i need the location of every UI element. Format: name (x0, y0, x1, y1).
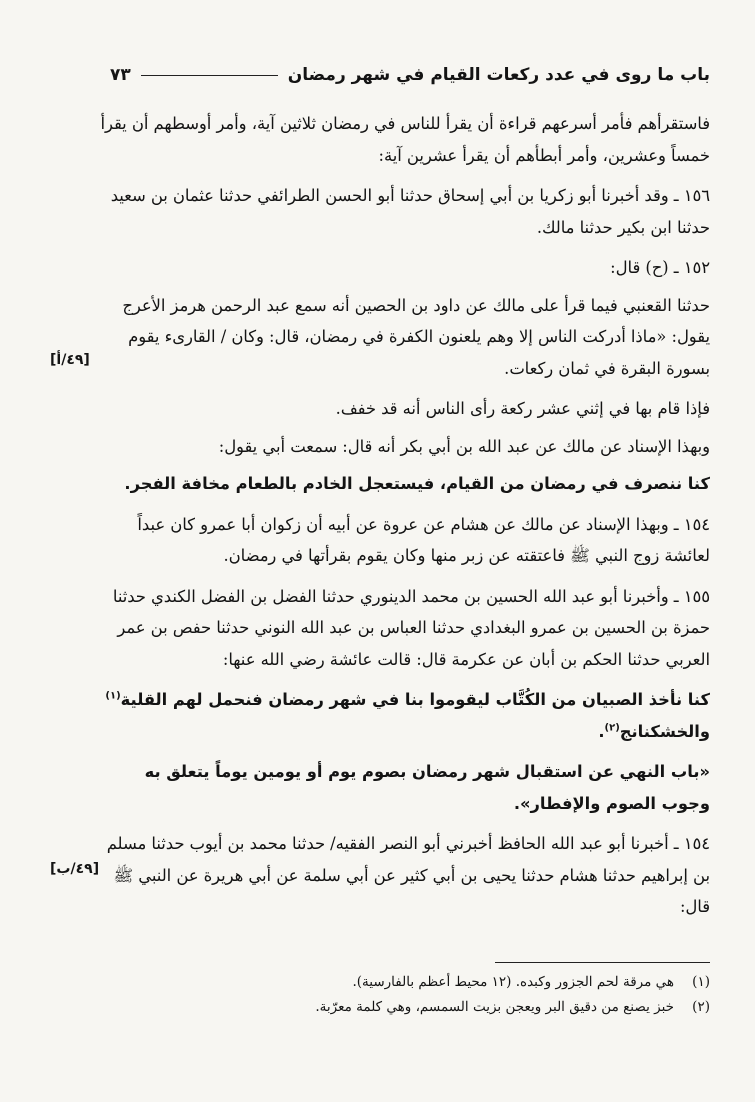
chapter-heading: «باب النهي عن استقبال شهر رمضان بصوم يوم أو يومين يوماً يتعلق به وجوب الصوم والإفطار». (144, 762, 710, 813)
margin-folio-note: [٤٩/أ] (50, 352, 90, 368)
page-number: ٧٣ (110, 65, 131, 85)
quote-text-cont: والخشكنانج (619, 721, 710, 741)
hadith-154-b: ١٥٤ ـ أخبرنا أبو عبد الله الحافظ أخبرني أبو النصر الفقيه/ حدثنا محمد بن أيوب حدثنا مسلم بن إبراهيم حدثنا هشام حدثنا يحيى بن أبي كثير عن أبي سلمة عن أبي هريرة عن النبي ﷺ قال: (106, 834, 710, 916)
footnote-ref-1: (١) (105, 690, 121, 702)
footnote (100, 970, 710, 995)
footnote-ref-2: (٢) (604, 722, 620, 734)
main-text (100, 108, 710, 932)
header-rule (141, 75, 278, 76)
footnote (100, 995, 710, 1020)
footnotes (100, 970, 710, 1020)
running-header (110, 58, 710, 92)
footnote-text: هي مرقة لحم الجزور وكبده. (١٢ محيط أعظم بالفارسية). (352, 974, 674, 990)
quote-bold (100, 684, 710, 747)
paragraph: حدثنا القعنبي فيما قرأ على مالك عن داود بن الحصين أنه سمع عبد الرحمن هرمز الأعرج يقول: «ماذا أدركت الناس إلا وهم يلعنون الكفرة في رمضان، قال: وكان / القارىء يقوم بسورة البقرة في ثمان ركعات. (122, 295, 710, 378)
hadith-155: ١٥٥ ـ وأخبرنا أبو عبد الله الحسين بن محمد الدينوري حدثنا الفضل بن الفضل الكندي حدثنا حمزة بن الحسين بن عمرو البغدادي حدثنا العباس بن عبد الله النوني حدثنا حفص بن عمر العربي حدثنا الحكم بن أبان عن عكرمة قال: قالت عائشة رضي الله عنها: (112, 586, 710, 669)
hadith-154: ١٥٤ ـ وبهذا الإسناد عن مالك عن هشام عن عروة عن أبيه أن زكوان أبا عمرو كان عبداً لعائشة زوج النبي ﷺ فاعتقته عن زبر منها وكان يقوم بقرأتها في رمضان. (137, 514, 710, 565)
hadith-156: ١٥٦ ـ وقد أخبرنا أبو زكريا بن أبي إسحاق حدثنا أبو الحسن الطرائفي حدثنا عثمان بن سعيد حدثنا ابن بكير حدثنا مالك. (110, 186, 710, 237)
quote-text: كنا نأخذ الصبيان من الكُتَّاب ليقوموا بنا في شهر رمضان فنحمل لهم القلية (120, 690, 710, 709)
paragraph: وبهذا الإسناد عن مالك عن عبد الله بن أبي بكر أنه قال: سمعت أبي يقول: (218, 436, 710, 456)
footnote-number: (١) (692, 974, 710, 990)
quote-bold: كنا ننصرف في رمضان من القيام، فيستعجل الخادم بالطعام مخافة الفجر. (124, 474, 710, 493)
footnote-text: خبز يصنع من دقيق البر ويعجن بزيت السمسم، وهي كلمة معرّبة. (315, 999, 674, 1015)
paragraph: فإذا قام بها في إثني عشر ركعة رأى الناس أنه قد خفف. (335, 399, 710, 418)
footnote-rule (495, 962, 710, 963)
chapter-title: باب ما روى في عدد ركعات القيام في شهر رمضان (287, 65, 710, 85)
hadith-152: ١٥٢ ـ (ح) قال: (610, 258, 710, 277)
quote-end: . (598, 721, 605, 741)
paragraph: فاستقرأهم فأمر أسرعهم قراءة أن يقرأ للناس في رمضان ثلاثين آية، وأمر أوسطهم أن يقرأ خمساً وعشرين، وأمر أبطأهم أن يقرأ عشرين آية: (100, 114, 710, 165)
margin-folio-note: [٤٩/ب] (50, 861, 100, 877)
footnote-number: (٢) (692, 999, 710, 1015)
